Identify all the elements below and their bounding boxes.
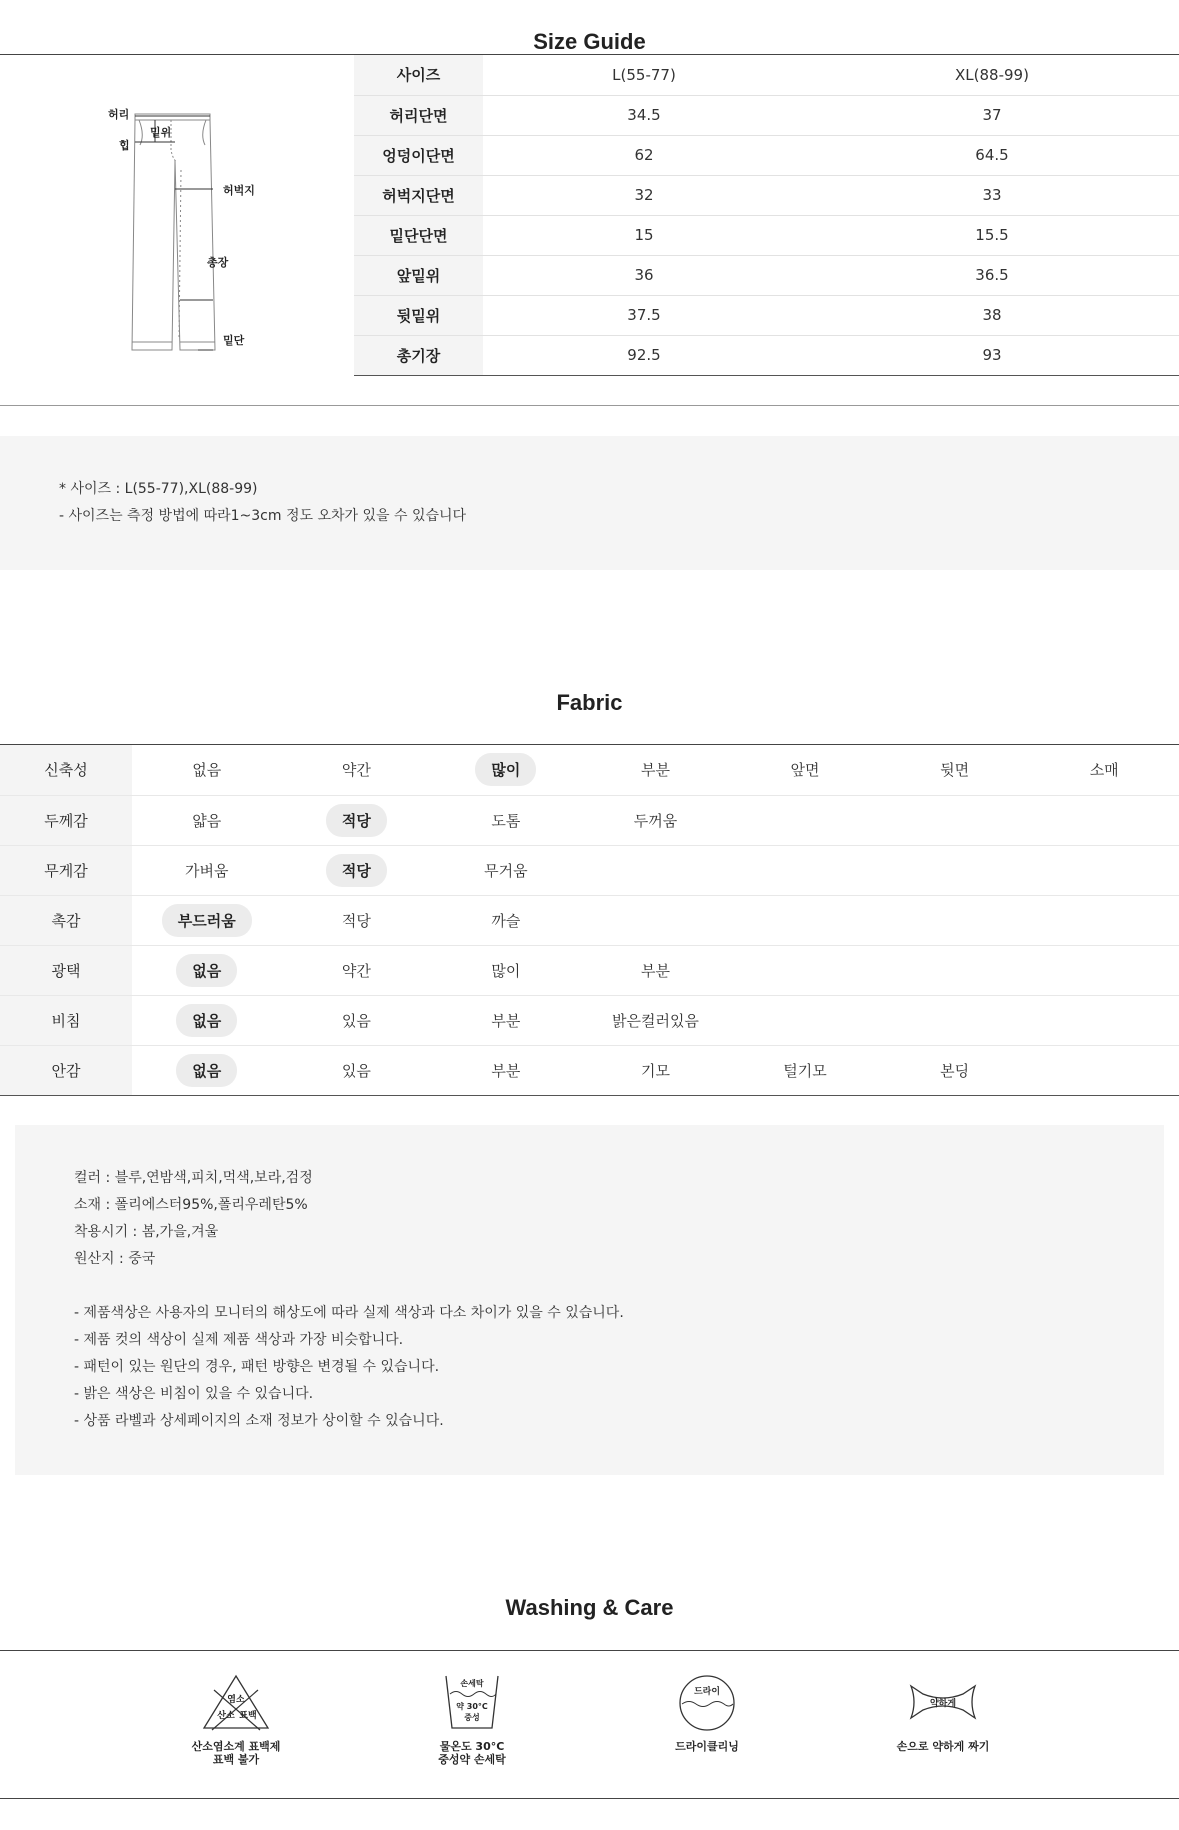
dry-clean-label: 드라이클리닝 [675, 1740, 739, 1753]
fabric-option-cell [880, 795, 1030, 845]
hand-wash-label: 물온도 30°C 중성약 손세탁 [438, 1740, 506, 1766]
fabric-option-cell [1029, 945, 1179, 995]
size-row-label: 허벅지단면 [354, 175, 483, 215]
label-hip: 힙 [119, 139, 130, 152]
fabric-option-selected: 없음 [176, 1004, 237, 1037]
fabric-option: 도톰 [491, 811, 521, 830]
fabric-option-cell [282, 795, 432, 845]
fabric-notice-line: - 제품 컷의 색상이 실제 제품 색상과 가장 비슷합니다. [74, 1332, 404, 1348]
fabric-option: 무거움 [484, 861, 528, 880]
size-cell: 15 [483, 215, 805, 255]
washing-title: Washing & Care [505, 1595, 674, 1620]
fabric-option-cell [581, 845, 731, 895]
fabric-option: 적당 [341, 911, 371, 930]
fabric-row [0, 995, 1179, 1045]
size-cell: 15.5 [805, 215, 1179, 255]
fabric-option: 부분 [640, 761, 670, 780]
fabric-row-label: 신축성 [0, 745, 132, 795]
fabric-option-cell [282, 745, 432, 795]
fabric-notice-line: - 제품색상은 사용자의 모니터의 해상도에 따라 실제 색상과 다소 차이가 있을 수 있습니다. [74, 1305, 624, 1321]
size-cell: 93 [805, 335, 1179, 375]
fabric-option-cell [1029, 1045, 1179, 1095]
hand-wash-icon-text: 중성 [464, 1713, 480, 1722]
fabric-option: 밝은컬러있음 [611, 1011, 699, 1030]
fabric-row-label: 안감 [0, 1045, 132, 1095]
fabric-option: 기모 [640, 1061, 670, 1080]
fabric-option-selected: 부드러움 [162, 904, 252, 937]
size-row-label: 뒷밑위 [354, 295, 483, 335]
fabric-option-cell [730, 895, 880, 945]
fabric-option-cell [431, 945, 581, 995]
fabric-info-line: 착용시기 : 봄,가을,겨울 [74, 1224, 219, 1240]
fabric-info-line: 소재 : 폴리에스터95%,폴리우레탄5% [74, 1197, 308, 1213]
fabric-option-cell [730, 995, 880, 1045]
fabric-option: 있음 [341, 1011, 371, 1030]
fabric-row-label: 촉감 [0, 895, 132, 945]
washing-bottom-rule [0, 1798, 1179, 1799]
size-row-label: 밑단단면 [354, 215, 483, 255]
fabric-option-cell [132, 995, 282, 1045]
fabric-option-cell [730, 795, 880, 845]
care-item-dry-clean [617, 1672, 797, 1753]
fabric-option-cell [730, 945, 880, 995]
size-note: * 사이즈 : L(55-77),XL(88-99) [59, 481, 258, 497]
fabric-notice-line: - 밝은 색상은 비침이 있을 수 있습니다. [74, 1386, 314, 1402]
fabric-option-cell [730, 845, 880, 895]
size-table-row [354, 135, 1179, 175]
fabric-option-cell [1029, 845, 1179, 895]
size-guide-bottom-rule [0, 405, 1179, 406]
label-rise: 밑위 [150, 126, 172, 139]
size-cell: 36 [483, 255, 805, 295]
size-cell: 32 [483, 175, 805, 215]
size-cell: 38 [805, 295, 1179, 335]
fabric-option: 많이 [491, 961, 521, 980]
fabric-option-cell [282, 845, 432, 895]
size-row-label: 사이즈 [354, 55, 483, 95]
size-table-header-row [354, 55, 1179, 95]
fabric-option: 부분 [491, 1061, 521, 1080]
fabric-row [0, 895, 1179, 945]
fabric-option: 소매 [1089, 761, 1119, 780]
label-hem: 밑단 [223, 334, 245, 347]
dry-clean-icon [667, 1672, 747, 1732]
size-row-label: 엉덩이단면 [354, 135, 483, 175]
size-cell: L(55-77) [483, 55, 805, 95]
fabric-option-cell [282, 995, 432, 1045]
fabric-row [0, 945, 1179, 995]
fabric-option-cell [730, 1045, 880, 1095]
gentle-wring-icon [903, 1672, 983, 1732]
fabric-option-selected: 적당 [326, 804, 387, 837]
no-bleach-icon-text: 염소 [227, 1695, 245, 1705]
size-row-label: 앞밑위 [354, 255, 483, 295]
no-bleach-icon-text: 표백 [239, 1711, 257, 1721]
fabric-option-cell [132, 795, 282, 845]
fabric-option-selected: 적당 [326, 854, 387, 887]
no-bleach-icon-text: 산소 [217, 1711, 235, 1721]
fabric-option-cell [431, 795, 581, 845]
fabric-row [0, 845, 1179, 895]
fabric-option-cell [581, 795, 731, 845]
fabric-option-cell [132, 845, 282, 895]
fabric-option-cell [431, 995, 581, 1045]
fabric-option: 부분 [640, 961, 670, 980]
fabric-option-cell [282, 1045, 432, 1095]
fabric-table [0, 745, 1179, 1096]
size-cell: 33 [805, 175, 1179, 215]
fabric-row [0, 1045, 1179, 1095]
fabric-option-cell [581, 745, 731, 795]
fabric-row [0, 795, 1179, 845]
fabric-option-cell [1029, 795, 1179, 845]
fabric-option-cell [581, 1045, 731, 1095]
pants-diagram [95, 100, 275, 370]
care-item-hand-wash [382, 1672, 562, 1766]
fabric-row-label: 무게감 [0, 845, 132, 895]
label-waist: 허리 [108, 108, 130, 121]
fabric-option-selected: 많이 [475, 753, 536, 786]
washing-top-rule [0, 1650, 1179, 1651]
size-cell: 62 [483, 135, 805, 175]
fabric-option-cell [132, 895, 282, 945]
size-notes-box [0, 436, 1179, 570]
fabric-option-cell [581, 945, 731, 995]
fabric-info-box [15, 1125, 1164, 1475]
fabric-option-cell [431, 845, 581, 895]
size-cell: 37.5 [483, 295, 805, 335]
fabric-option-cell [880, 945, 1030, 995]
label-length: 총장 [207, 256, 229, 269]
fabric-info-line: 컬러 : 블루,연밤색,피치,먹색,보라,검정 [74, 1170, 313, 1186]
fabric-option: 부분 [491, 1011, 521, 1030]
fabric-option-cell [132, 745, 282, 795]
fabric-row-label: 광택 [0, 945, 132, 995]
fabric-option-selected: 없음 [176, 1054, 237, 1087]
fabric-option-cell [1029, 745, 1179, 795]
fabric-option: 앞면 [790, 761, 820, 780]
fabric-option-cell [282, 895, 432, 945]
fabric-title: Fabric [556, 690, 623, 715]
fabric-option: 뒷면 [940, 761, 970, 780]
size-table-row [354, 295, 1179, 335]
fabric-option-cell [581, 995, 731, 1045]
fabric-option-cell [581, 895, 731, 945]
fabric-notice-line: - 패턴이 있는 원단의 경우, 패턴 방향은 변경될 수 있습니다. [74, 1359, 440, 1375]
fabric-row-label: 비침 [0, 995, 132, 1045]
fabric-option: 가벼움 [185, 861, 229, 880]
size-cell: 34.5 [483, 95, 805, 135]
no-bleach-label: 산소염소계 표백제 표백 불가 [191, 1740, 281, 1766]
fabric-option-selected: 없음 [176, 954, 237, 987]
size-table-row [354, 255, 1179, 295]
size-row-label: 총기장 [354, 335, 483, 375]
fabric-notice-line: - 상품 라벨과 상세페이지의 소재 정보가 상이할 수 있습니다. [74, 1413, 444, 1429]
size-table [354, 55, 1179, 376]
size-table-row [354, 175, 1179, 215]
care-item-gentle-wring [853, 1672, 1033, 1753]
size-note: - 사이즈는 측정 방법에 따라1~3cm 정도 오차가 있을 수 있습니다 [59, 508, 467, 524]
fabric-option-cell [431, 745, 581, 795]
fabric-option: 얇음 [192, 811, 222, 830]
fabric-option: 두꺼움 [633, 811, 678, 830]
fabric-option-cell [880, 745, 1030, 795]
size-table-row [354, 95, 1179, 135]
fabric-option-cell [730, 745, 880, 795]
size-cell: 36.5 [805, 255, 1179, 295]
fabric-notice-list [74, 1300, 1164, 1435]
size-table-row [354, 335, 1179, 375]
fabric-option-cell [132, 1045, 282, 1095]
size-cell: XL(88-99) [805, 55, 1179, 95]
size-cell: 37 [805, 95, 1179, 135]
fabric-option: 본딩 [940, 1061, 970, 1080]
fabric-option: 있음 [341, 1061, 371, 1080]
fabric-option: 까슬 [491, 911, 521, 930]
care-item-no-bleach [146, 1672, 326, 1766]
size-cell: 64.5 [805, 135, 1179, 175]
gentle-wring-icon-text: 약하게 [929, 1699, 957, 1709]
fabric-option-cell [880, 895, 1030, 945]
size-row-label: 허리단면 [354, 95, 483, 135]
fabric-option-cell [431, 895, 581, 945]
hand-wash-icon [432, 1672, 512, 1732]
fabric-row-label: 두께감 [0, 795, 132, 845]
size-table-row [354, 215, 1179, 255]
fabric-option-cell [282, 945, 432, 995]
size-guide-title: Size Guide [533, 29, 646, 54]
fabric-row [0, 745, 1179, 795]
fabric-info-line: 원산지 : 중국 [74, 1251, 156, 1267]
fabric-option: 털기모 [783, 1061, 827, 1080]
fabric-option-cell [880, 995, 1030, 1045]
dry-clean-icon-text: 드라이 [693, 1687, 721, 1697]
fabric-option-cell [132, 945, 282, 995]
hand-wash-icon-text: 약 30°C [456, 1702, 488, 1711]
fabric-option-cell [1029, 895, 1179, 945]
fabric-info-list [74, 1165, 1164, 1273]
label-thigh: 허벅지 [223, 184, 255, 197]
no-bleach-icon [196, 1672, 276, 1732]
fabric-option-cell [1029, 995, 1179, 1045]
gentle-wring-label: 손으로 약하게 짜기 [896, 1740, 990, 1753]
hand-wash-icon-text: 손세탁 [460, 1679, 484, 1688]
fabric-option-cell [880, 1045, 1030, 1095]
fabric-option-cell [431, 1045, 581, 1095]
fabric-option: 약간 [341, 761, 371, 780]
size-cell: 92.5 [483, 335, 805, 375]
fabric-option: 없음 [192, 761, 222, 780]
fabric-option-cell [880, 845, 1030, 895]
fabric-option: 약간 [341, 961, 371, 980]
